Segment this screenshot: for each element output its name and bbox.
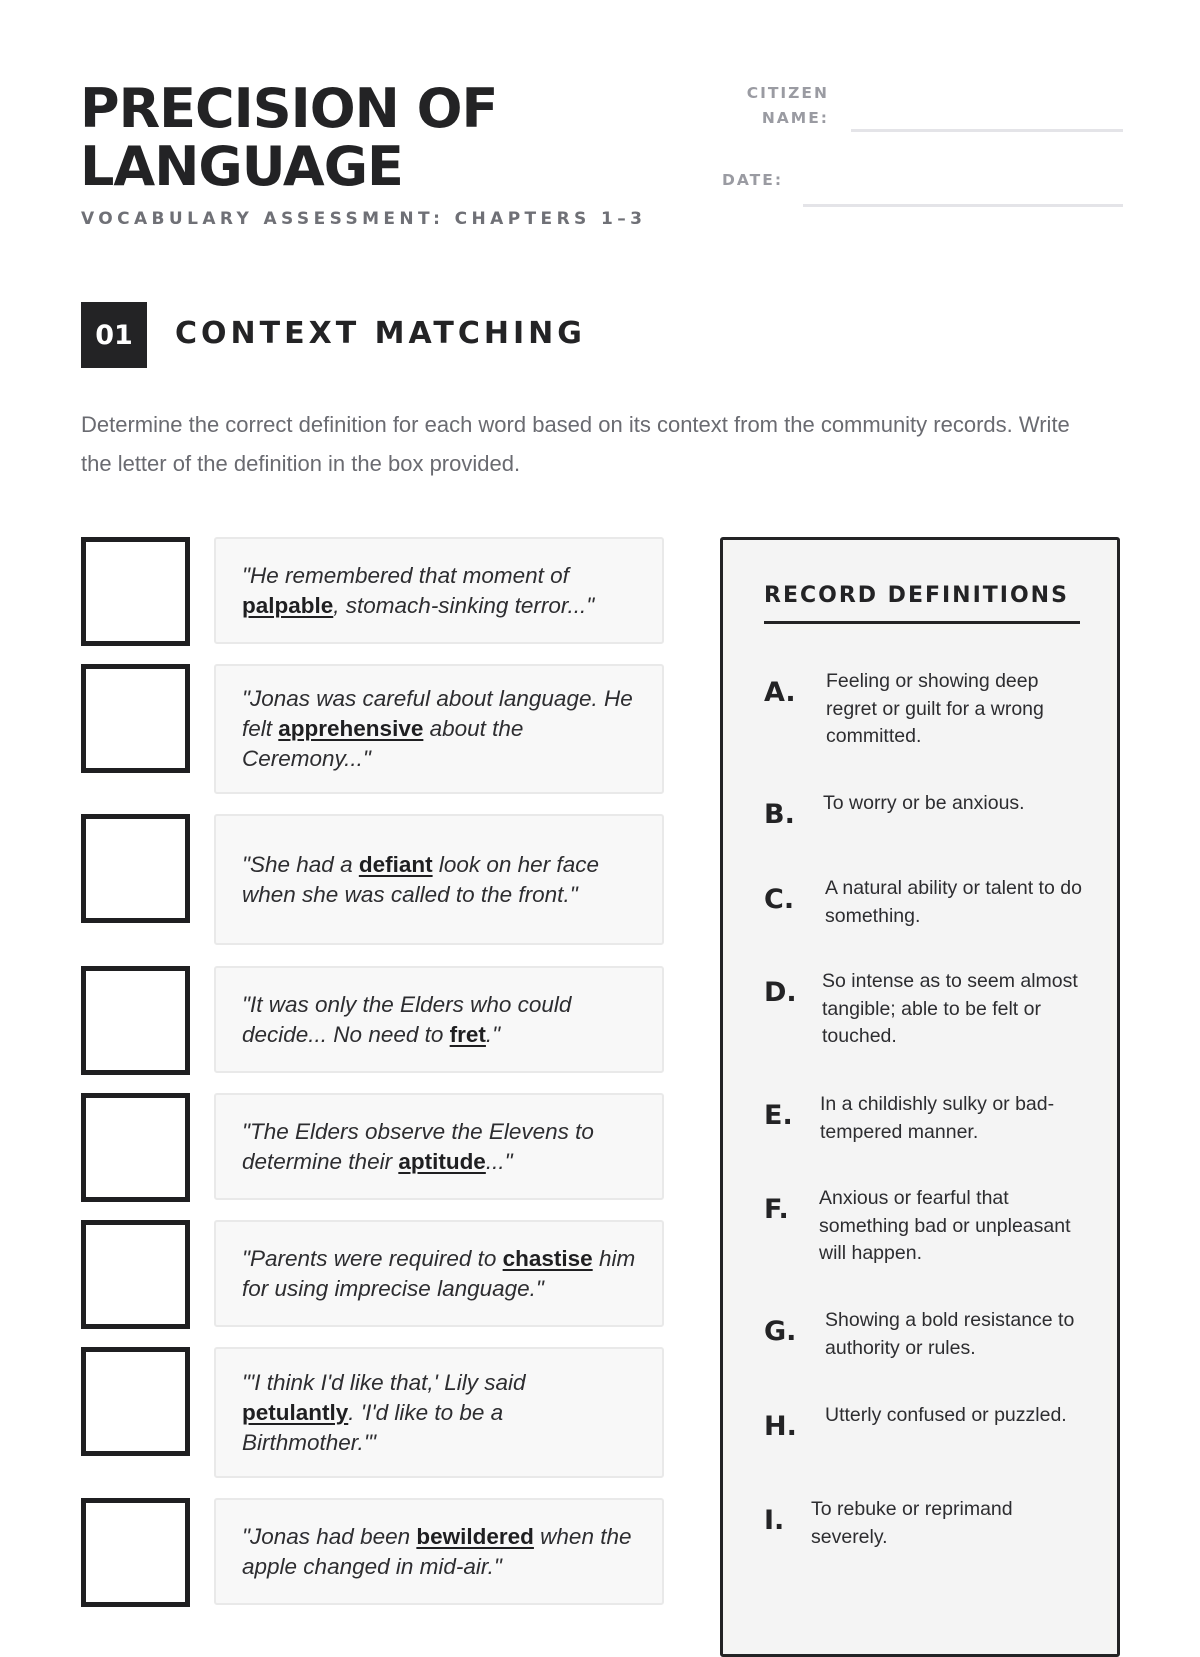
worksheet-subtitle: VOCABULARY ASSESSMENT: CHAPTERS 1–3 <box>81 209 647 229</box>
quote-text-before: "Jonas had been <box>242 1523 417 1549</box>
quote-text <box>242 561 636 621</box>
definition-text: In a childishly sulky or bad-tempered manner. <box>820 1093 1055 1143</box>
vocabulary-word: defiant <box>358 851 433 877</box>
vocabulary-word: palpable <box>242 592 334 618</box>
definition-letter: E. <box>764 1100 793 1131</box>
quote-text-before: "It was only the Elders who could decide... No need to <box>242 991 572 1047</box>
definition-text: To worry or be anxious. <box>823 792 1025 814</box>
vocabulary-word: apprehensive <box>278 716 424 741</box>
quote-text <box>242 850 636 910</box>
definition-text: A natural ability or talent to do something. <box>825 877 1082 927</box>
section-number-badge: 01 <box>81 302 147 368</box>
section-instructions: Determine the correct definition for each word based on its context from the community records. Write the letter of the definition in the box provided. <box>81 412 1070 476</box>
definition-text: Feeling or showing deep regret or guilt for a wrong committed. <box>826 670 1044 747</box>
title-line-1: PRECISION OF <box>80 77 498 140</box>
answer-box[interactable] <box>81 1093 190 1202</box>
definition-letter: H. <box>764 1411 797 1442</box>
answer-box[interactable] <box>81 1220 190 1329</box>
definition-letter: A. <box>764 677 796 708</box>
definition-letter: F. <box>764 1194 789 1225</box>
definition-text: To rebuke or reprimand severely. <box>811 1498 1013 1548</box>
answer-box[interactable] <box>81 537 190 646</box>
quote-text-before: "Jonas was careful about language. He felt <box>242 686 633 741</box>
quote-card <box>214 1498 664 1605</box>
quote-text-before: "He remembered that moment of <box>242 562 569 588</box>
quote-text-before: "'I think I'd like that,' Lily said <box>242 1369 526 1395</box>
definition-text: Showing a bold resistance to authority or rules. <box>825 1309 1075 1359</box>
quote-text-after: ..." <box>485 1148 513 1174</box>
date-label: DATE: <box>722 171 784 189</box>
definitions-panel <box>720 537 1120 1657</box>
vocabulary-word: bewildered <box>416 1523 534 1549</box>
definition-text: Utterly confused or puzzled. <box>825 1404 1067 1426</box>
citizen-name-label-line-1: CITIZEN <box>746 84 829 102</box>
quote-text <box>242 1244 636 1304</box>
definition-letter: G. <box>764 1316 797 1347</box>
vocabulary-word: petulantly <box>242 1399 349 1425</box>
answer-box[interactable] <box>81 966 190 1075</box>
definition-letter: I. <box>764 1505 785 1536</box>
quote-text <box>242 1522 636 1582</box>
citizen-name-input-line[interactable] <box>851 129 1123 132</box>
definition-text: So intense as to seem almost tangible; able to be felt or touched. <box>822 970 1078 1047</box>
answer-box[interactable] <box>81 1347 190 1456</box>
citizen-name-label <box>728 81 829 131</box>
answer-box[interactable] <box>81 814 190 923</box>
definition-letter: C. <box>764 884 795 915</box>
quote-text-after: look on her face when she was called to the front." <box>242 851 599 907</box>
quote-text-after: . 'I'd like to be a Birthmother.'" <box>242 1399 504 1455</box>
definitions-heading: RECORD DEFINITIONS <box>764 583 1080 624</box>
quote-card <box>214 966 664 1073</box>
quote-text-after: when the apple changed in mid-air." <box>242 1523 632 1579</box>
answer-box[interactable] <box>81 664 190 773</box>
quote-text <box>242 1117 636 1177</box>
quote-card <box>214 1220 664 1327</box>
definition-text: Anxious or fearful that something bad or unpleasant will happen. <box>819 1187 1071 1264</box>
quote-card <box>214 814 664 945</box>
vocabulary-word: chastise <box>502 1245 593 1271</box>
title-line-2: LANGUAGE <box>80 135 403 198</box>
quote-text-before: "She had a <box>242 851 359 877</box>
citizen-name-label-line-2: NAME: <box>761 109 829 127</box>
quote-card <box>214 537 664 644</box>
quote-text-before: "The Elders observe the Elevens to determine their <box>242 1118 594 1174</box>
answer-box[interactable] <box>81 1498 190 1607</box>
quote-card <box>214 1347 664 1478</box>
definition-letter: B. <box>764 799 795 830</box>
vocabulary-word: aptitude <box>398 1148 486 1174</box>
quote-text-after: ." <box>485 1021 501 1047</box>
quote-text <box>242 684 636 774</box>
quote-text-after: him for using imprecise language." <box>242 1245 636 1301</box>
date-input-line[interactable] <box>803 204 1123 207</box>
quote-text-before: "Parents were required to <box>242 1245 503 1271</box>
quote-text-after: about the Ceremony..." <box>242 716 524 771</box>
definition-letter: D. <box>764 977 797 1008</box>
worksheet-title <box>80 77 640 198</box>
quote-text-after: , stomach-sinking terror..." <box>333 592 595 618</box>
quote-card <box>214 664 664 794</box>
quote-text <box>242 1368 636 1458</box>
quote-card <box>214 1093 664 1200</box>
vocabulary-word: fret <box>449 1021 486 1047</box>
quote-text <box>242 990 636 1050</box>
section-title: CONTEXT MATCHING <box>175 316 586 351</box>
